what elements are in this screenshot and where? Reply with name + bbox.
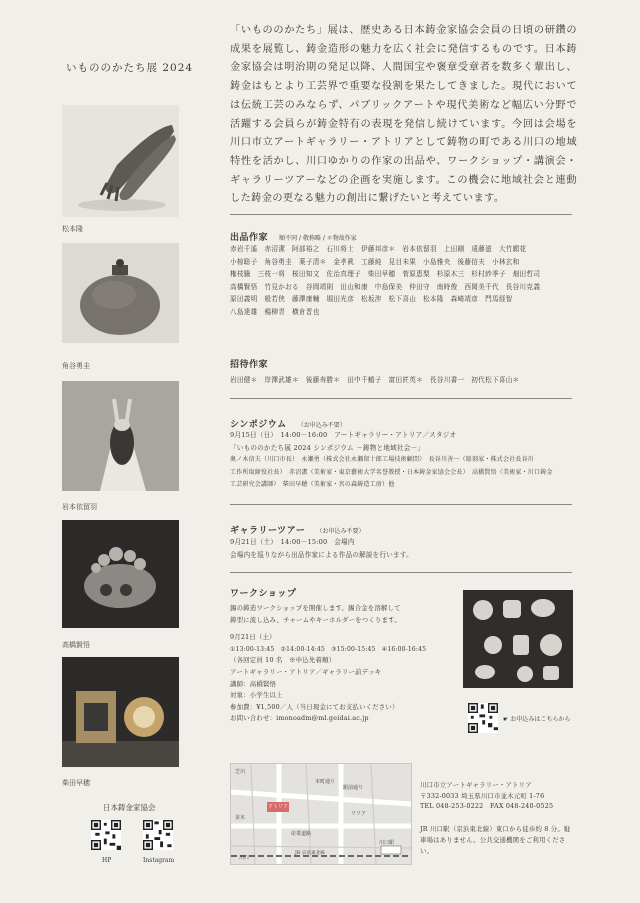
photo-caption: 松本隆 — [62, 225, 83, 233]
symposium-line: 奥ノ木信夫（川口市長） 永瀬勇（株式会社永瀬留十郎工場技術顧問） 長谷川善一（彫刻家・株式会社長谷川 — [230, 456, 535, 463]
workshop-apply-link[interactable] — [503, 714, 570, 723]
qr-code-icon — [91, 820, 121, 850]
exhibitor-row: 八島達雄 楊柳青 横倉晋也 — [230, 307, 320, 316]
workshop-email[interactable]: お問い合わせ：imonoadm@ml.geidai.ac.jp — [230, 714, 369, 723]
symposium-details — [230, 429, 580, 492]
photo-caption: 岩本依留羽 — [62, 503, 97, 511]
figure-sculpture-icon — [62, 381, 179, 491]
skull-flowers-sculpture-icon — [62, 520, 179, 628]
exhibitors-section — [230, 225, 357, 244]
workshop-line: （各回定員 10 名 ※申込先着順） — [230, 656, 336, 665]
venue-name: 川口市立アートギャラリー・アトリア — [420, 781, 532, 789]
workshop-line: アートギャラリー・アトリア／ギャラリー前デッキ — [230, 667, 382, 676]
map-label: JR 京浜東北線 — [295, 851, 325, 856]
workshop-line: 鋳型に流し込み、チャームやキーホルダーをつくります。 — [230, 615, 401, 624]
hp-label: HP — [102, 857, 112, 864]
instagram-label: Instagram — [143, 857, 175, 864]
exhibitors-title: 出品作家 — [230, 233, 269, 243]
exhibitor-row: 赤岩千遙 赤沼潔 阿部裕之 石川将士 伊藤邦彦＊ 岩本依留羽 上田剛 遠藤滋 大竹願花 — [230, 245, 527, 253]
map-label: 本町通り — [315, 779, 336, 785]
photo-caption: 角谷勇圭 — [62, 362, 90, 370]
symposium-line: 工作所取締役社長） 赤沼潔（美術家・東京藝術大学名誉教授・日本鋳金家協会会長） 高橋賢悟（美術家・川口鋳金 — [230, 468, 553, 476]
pointer-icon: ☛ — [503, 716, 509, 723]
photo-skull — [62, 520, 179, 628]
divider — [230, 572, 572, 573]
intro-paragraph: 「いもののかたち」展は、歴史ある日本鋳金家協会会員の日頃の研鑽の成果を展覧し、鋳金造形の魅力を広く社会に発信するものです。日本鋳金家協会は明治期の発足以降、人間国宝や褒章受章者を数多く輩出し、鋳金はもとより工芸界で重要な役割を果たしてきました。現代においては伝統工芸のみならず、パブリックアートや現代美術など幅広い分野で活躍する会員らが鋳金特有の表現を発信し続けています。今回は会場を川口市立アートギャラリー・アトリアとして鋳物の町である川口の地域特性を活かし、川口ゆかりの作家の出品や、ワークショップ・講演会・ギャラリーツアーなどの企画を実施します。この機会に地域社会と連動した鋳金の更なる魅力の創出に繋げたいと考えています。 — [230, 25, 577, 205]
map-label-atria: アトリア — [268, 804, 289, 810]
invited-title: 招待作家 — [230, 360, 269, 370]
side-title: いもののかたち展 2024 — [66, 62, 194, 74]
photo-frames — [62, 657, 179, 767]
exhibitor-row: 権枝騰 三枝一将 桜田知文 佐治真理子 柴田早穂 菅原恵梨 杉原木三 杉村紗季子 畑田哲司 — [230, 270, 541, 278]
map-label: 芝川 — [235, 769, 246, 775]
divider — [230, 504, 572, 505]
workshop-title: ワークショップ — [230, 589, 297, 599]
qr-code-icon — [468, 703, 498, 733]
workshop-details — [230, 603, 455, 725]
exhibitors-note: 順不同 / 敬称略 / ＊物故作家 — [279, 235, 357, 242]
symposium-line: 「いもののかたち展 2024 シンポジウム －鋳物と地域社会－」 — [230, 443, 425, 452]
photo-caption: 柴田早穂 — [62, 779, 90, 787]
gallery-tour-line: 9月21日（土） 14:00－15:00 会場内 — [230, 538, 355, 546]
exhibitor-row: 高橋賢悟 竹見かおる 谷岡靖則 田山和康 中島保美 仲田守 南時俊 西岡美千代 長谷川克義 — [230, 282, 541, 291]
workshop-qr-code[interactable] — [468, 703, 498, 733]
map-label: 産業道路 — [291, 831, 312, 837]
venue-map — [230, 763, 412, 865]
venue-address: 〒332-0033 埼玉県川口市並木元町 1-76 — [420, 791, 545, 800]
symposium-line: 9月15日（日） 14:00－16:00 アートギャラリー・アトリア／スタジオ — [230, 431, 457, 439]
symposium-note: （お申込み不要） — [297, 422, 346, 429]
gallery-tour-details — [230, 536, 580, 561]
map-label: リリア — [351, 811, 367, 817]
photo-gloves — [62, 105, 179, 217]
charms-photo-icon — [463, 590, 573, 688]
workshop-apply-label: お申込みはこちらから — [510, 716, 571, 723]
exhibitor-row: 原田義明 般若侠 藤澤康輔 堀田光彦 松坂渉 松下喜山 松本隆 森崎靖彦 門馬経智 — [230, 295, 513, 303]
map-label: 川口 — [239, 855, 250, 861]
photo-kettle — [62, 243, 179, 343]
workshop-photo — [463, 590, 573, 688]
gallery-tour-section — [230, 518, 364, 537]
kettle-sculpture-icon — [62, 243, 179, 343]
qr-code-icon — [143, 820, 173, 850]
photo-figure — [62, 381, 179, 491]
map-label: 駅前通り — [343, 785, 364, 791]
workshop-line: 参加費：¥1,500／人（当日現金にてお支払いください） — [230, 702, 399, 711]
venue-contact: TEL 048-253-0222 FAX 048-240-0525 — [420, 802, 554, 811]
hp-qr-code[interactable] — [91, 820, 121, 850]
frames-sculpture-icon — [62, 657, 179, 767]
gloves-sculpture-icon — [62, 105, 179, 217]
workshop-line: 講師：高橋賢悟 — [230, 679, 277, 688]
venue-info — [420, 780, 580, 812]
gallery-tour-note: （お申込み不要） — [316, 528, 365, 535]
instagram-qr-code[interactable] — [143, 820, 173, 850]
workshop-line: 対象：小学生以上 — [230, 691, 283, 700]
divider — [230, 214, 572, 215]
exhibitor-row: 小椋聡子 角谷勇圭 薬子清＊ 金孝眞 工藤純 見目未果 小島雅央 後藤信夫 小林玄和 — [230, 257, 520, 266]
gallery-tour-line: 会場内を巡りながら出品作家による作品の解説を行います。 — [230, 550, 413, 559]
symposium-line: 工芸研究会講師） 柴田早穂（美術家・宮の森鋳造工房）他 — [230, 481, 395, 488]
workshop-line: ①13:00-13:45 ②14:00-14:45 ③15:00-15:45 ④16:00-16:45 — [230, 645, 427, 653]
divider — [230, 398, 572, 399]
map-label: 並木 — [235, 815, 246, 821]
photo-caption: 高橋賢悟 — [62, 641, 90, 649]
symposium-title: シンポジウム — [230, 420, 287, 430]
workshop-line: 錫の鋳造ワークショップを開催します。錫合金を溶解して — [230, 604, 401, 612]
map-label: 川口駅 — [379, 840, 395, 846]
gallery-tour-title: ギャラリーツアー — [230, 526, 306, 536]
workshop-line: 9月21日（土） — [230, 633, 276, 642]
association-name: 日本鋳金家協会 — [103, 803, 156, 812]
invited-list: 岩田健＊ 岸澤武雄＊ 後藤寿勝＊ 田中千鶴子 富田匠英＊ 長谷川書一 初代松下喜山＊ — [230, 376, 520, 384]
venue-access: JR 川口駅（京浜東北線）東口から徒歩約 8 分。駐車場はありません。公共交通機関をご利用ください。 — [420, 825, 571, 856]
exhibitors-list — [230, 243, 580, 318]
